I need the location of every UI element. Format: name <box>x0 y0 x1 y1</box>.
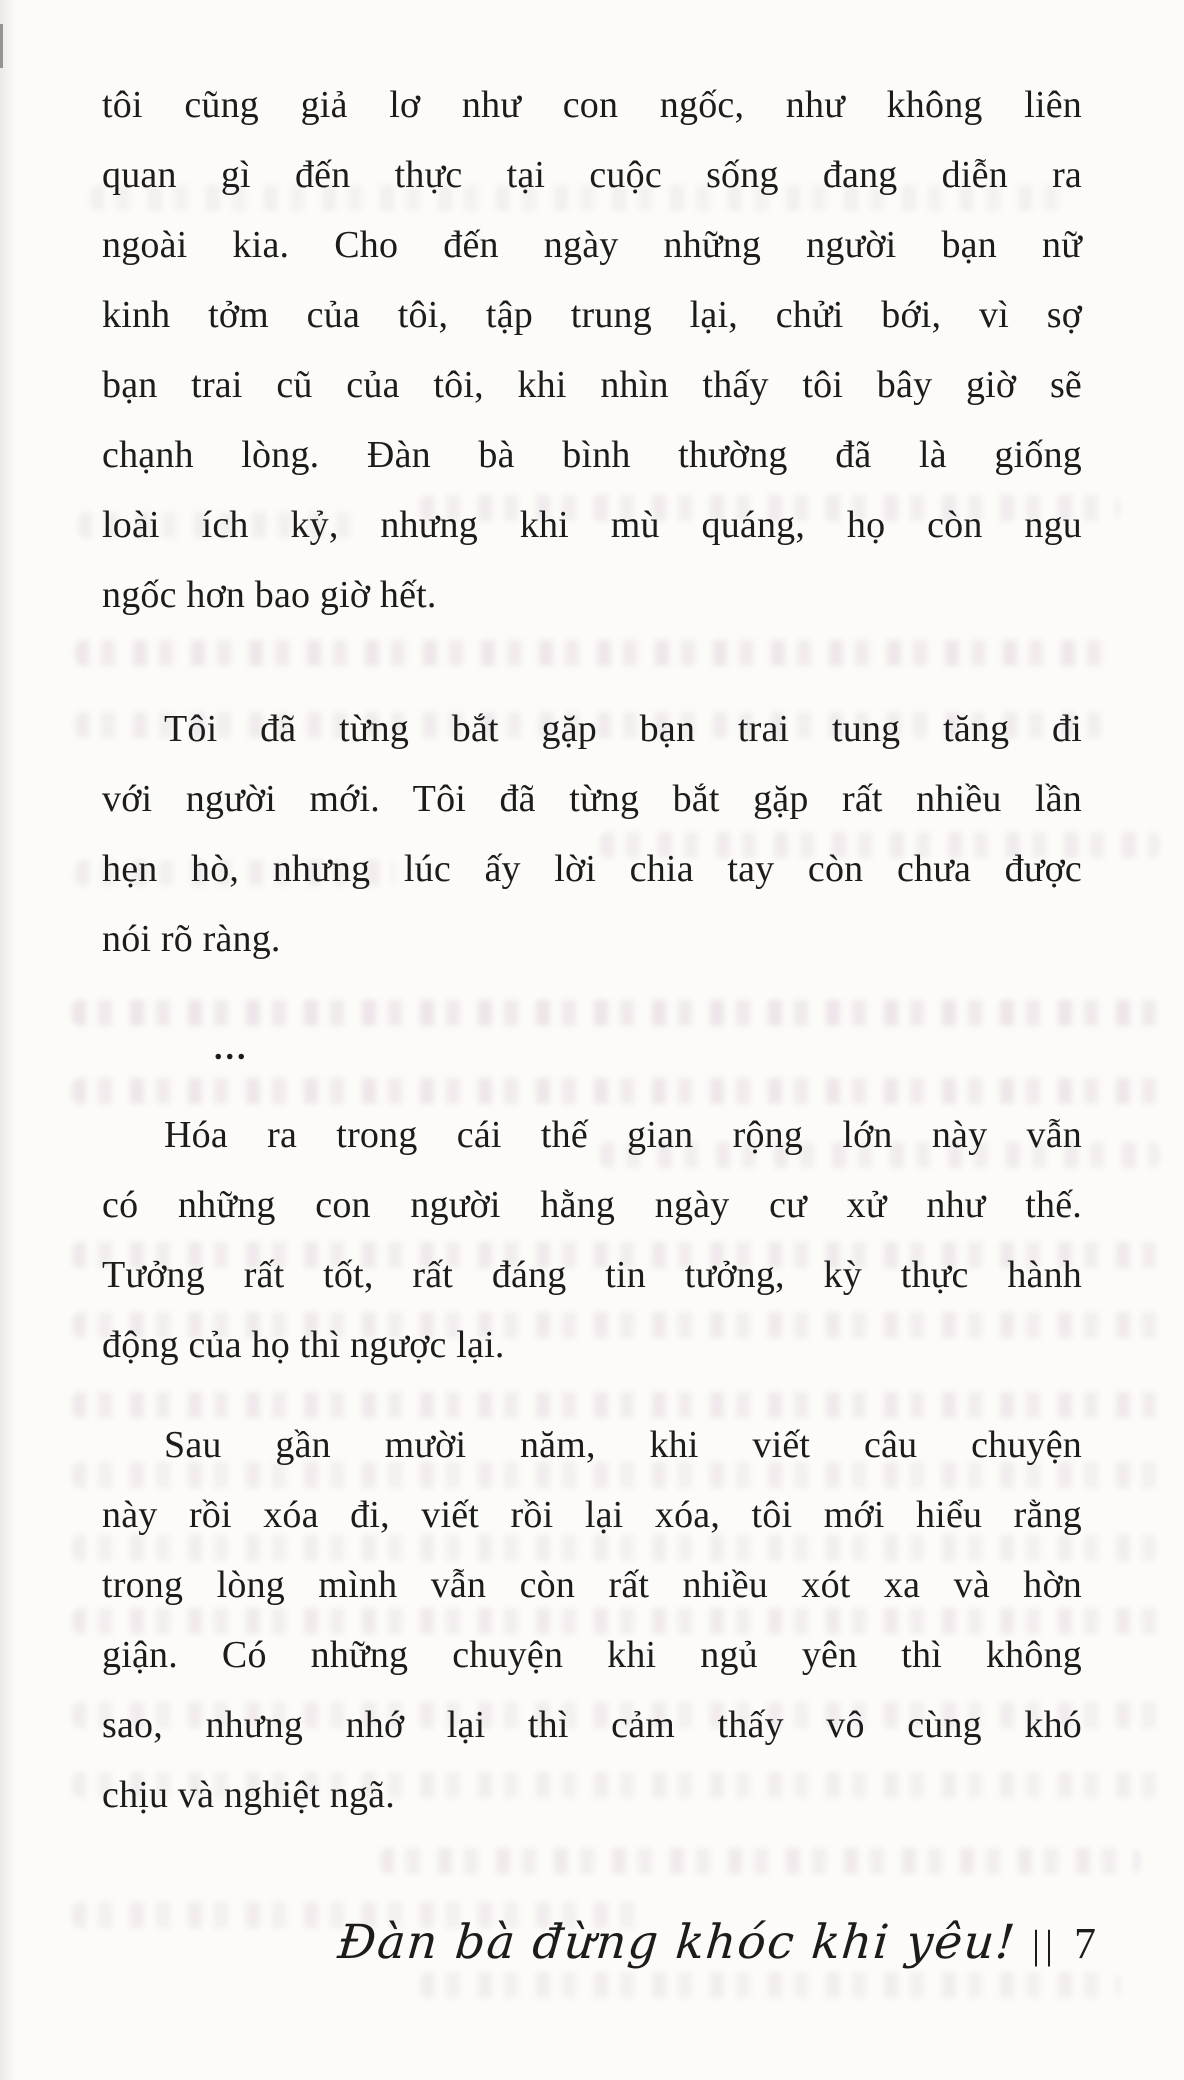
text-line: loài ích kỷ, nhưng khi mù quáng, họ còn ngu <box>102 504 1082 546</box>
text-line: với người mới. Tôi đã từng bắt gặp rất nhiều lần <box>102 778 1082 820</box>
text-line: Tưởng rất tốt, rất đáng tin tưởng, kỳ thực hành <box>102 1254 1082 1296</box>
text-line: này rồi xóa đi, viết rồi lại xóa, tôi mới hiểu rằng <box>102 1494 1082 1536</box>
text-line: tôi cũng giả lơ như con ngốc, như không liên <box>102 84 1082 126</box>
text-line: Tôi đã từng bắt gặp bạn trai tung tăng đi <box>164 708 1082 750</box>
text-line: ... <box>214 1030 249 1067</box>
text-line: ngốc hơn bao giờ hết. <box>102 574 437 616</box>
scan-edge-shadow <box>0 0 16 2080</box>
paragraph <box>102 1100 1082 1380</box>
page-number: 7 <box>1074 1919 1096 1968</box>
footer-separator: || <box>1031 1922 1058 1967</box>
scan-edge-artifact <box>0 24 3 68</box>
paragraph <box>102 70 1082 630</box>
paragraph <box>102 1410 1082 1830</box>
text-line: ngoài kia. Cho đến ngày những người bạn nữ <box>102 224 1082 266</box>
page-footer <box>335 1898 1096 1990</box>
text-line: Hóa ra trong cái thế gian rộng lớn này vẫn <box>164 1114 1082 1156</box>
text-line: kinh tởm của tôi, tập trung lại, chửi bới, vì sợ <box>102 294 1082 336</box>
text-line: hẹn hò, nhưng lúc ấy lời chia tay còn chưa được <box>102 848 1082 890</box>
text-line: quan gì đến thực tại cuộc sống đang diễn ra <box>102 154 1082 196</box>
text-line: động của họ thì ngược lại. <box>102 1324 505 1366</box>
text-line: có những con người hằng ngày cư xử như thế. <box>102 1184 1082 1226</box>
text-line: Sau gần mười năm, khi viết câu chuyện <box>164 1424 1082 1466</box>
text-line: giận. Có những chuyện khi ngủ yên thì không <box>102 1634 1082 1676</box>
text-line: bạn trai cũ của tôi, khi nhìn thấy tôi bây giờ sẽ <box>102 364 1082 406</box>
text-line: chịu và nghiệt ngã. <box>102 1774 395 1816</box>
text-line: trong lòng mình vẫn còn rất nhiều xót xa và hờn <box>102 1564 1082 1606</box>
text-line: sao, nhưng nhớ lại thì cảm thấy vô cùng khó <box>102 1704 1082 1746</box>
paragraph <box>102 694 1082 974</box>
book-title-script: Đàn bà đừng khóc khi yêu! <box>335 1915 1019 1970</box>
text-line: chạnh lòng. Đàn bà bình thường đã là giống <box>102 434 1082 476</box>
text-line: nói rõ ràng. <box>102 918 281 960</box>
ellipsis-break <box>102 1014 1082 1084</box>
page-text <box>102 70 1082 1894</box>
